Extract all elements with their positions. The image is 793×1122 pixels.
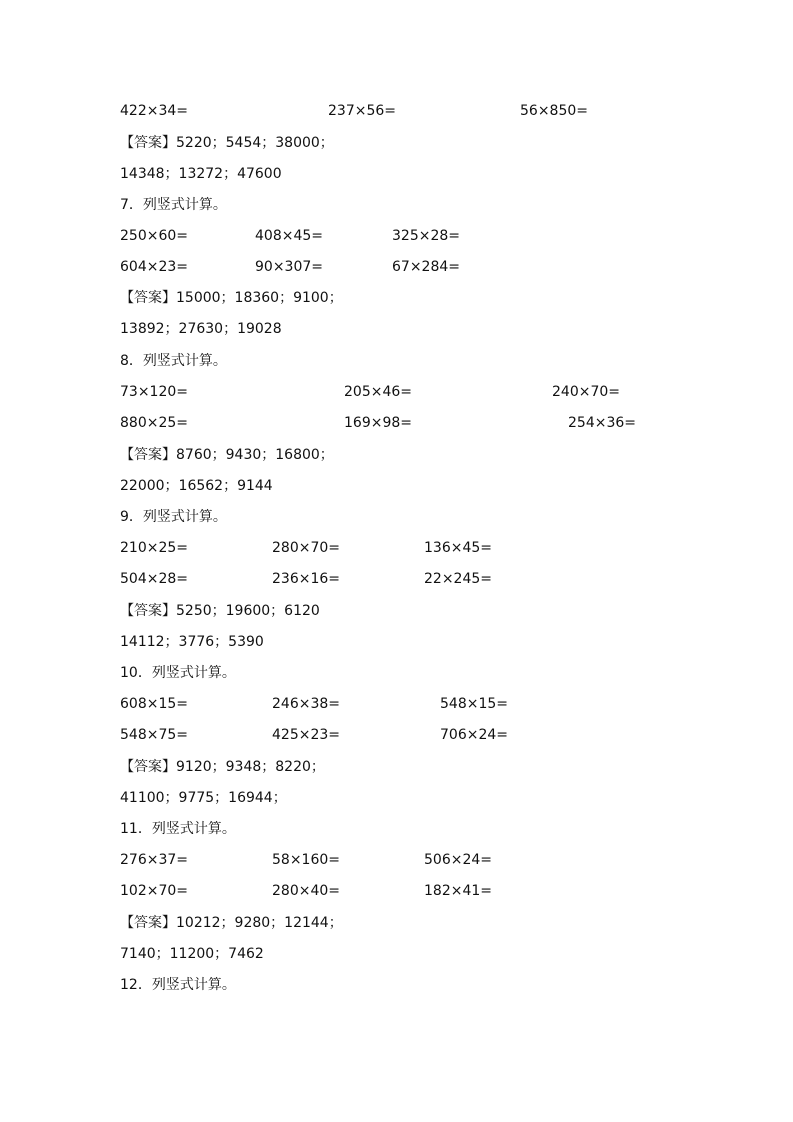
section-8-title: 8．列竖式计算。	[120, 353, 227, 369]
section-8-r2-c1: 880×25=	[120, 415, 188, 431]
answer-11-line-1: 【答案】10212；9280；12144；	[120, 915, 343, 931]
section-11-r2-c1: 102×70=	[120, 883, 188, 899]
answer-6-line-2: 14348；13272；47600	[120, 166, 282, 182]
section-9-r1-c2: 280×70=	[272, 540, 340, 556]
section-9-r1-c3: 136×45=	[424, 540, 492, 556]
section-10-r1-c1: 608×15=	[120, 696, 188, 712]
section-11-r2-c2: 280×40=	[272, 883, 340, 899]
section-9-r2-c1: 504×28=	[120, 571, 188, 587]
section-7-r2-c1: 604×23=	[120, 259, 188, 275]
section-7-r1-c1: 250×60=	[120, 228, 188, 244]
problem-6-r1-c3: 56×850=	[520, 103, 588, 119]
section-7-r2-c3: 67×284=	[392, 259, 460, 275]
section-8-r2-c2: 169×98=	[344, 415, 412, 431]
section-8-r2-c3: 254×36=	[568, 415, 636, 431]
section-11-r1-c1: 276×37=	[120, 852, 188, 868]
answer-10-line-1: 【答案】9120；9348；8220；	[120, 759, 325, 775]
problem-6-r1-c1: 422×34=	[120, 103, 188, 119]
section-8-r1-c1: 73×120=	[120, 384, 188, 400]
answer-7-line-2: 13892；27630；19028	[120, 321, 282, 337]
answer-8-line-2: 22000；16562；9144	[120, 478, 273, 494]
answer-10-line-2: 41100；9775；16944；	[120, 790, 287, 806]
answer-6-line-1: 【答案】5220；5454；38000；	[120, 135, 334, 151]
section-7-title: 7．列竖式计算。	[120, 197, 227, 213]
section-10-r2-c1: 548×75=	[120, 727, 188, 743]
section-10-r1-c2: 246×38=	[272, 696, 340, 712]
section-8-r1-c3: 240×70=	[552, 384, 620, 400]
section-10-r2-c3: 706×24=	[440, 727, 508, 743]
section-7-r2-c2: 90×307=	[255, 259, 323, 275]
section-9-r2-c3: 22×245=	[424, 571, 492, 587]
answer-9-line-2: 14112；3776；5390	[120, 634, 264, 650]
section-9-title: 9．列竖式计算。	[120, 509, 227, 525]
section-11-r2-c3: 182×41=	[424, 883, 492, 899]
section-7-r1-c2: 408×45=	[255, 228, 323, 244]
section-12-title: 12．列竖式计算。	[120, 977, 236, 993]
answer-7-line-1: 【答案】15000；18360；9100；	[120, 290, 343, 306]
answer-8-line-1: 【答案】8760；9430；16800；	[120, 447, 334, 463]
section-8-r1-c2: 205×46=	[344, 384, 412, 400]
section-11-title: 11．列竖式计算。	[120, 821, 236, 837]
section-7-r1-c3: 325×28=	[392, 228, 460, 244]
answer-9-line-1: 【答案】5250；19600；6120	[120, 603, 320, 619]
answer-11-line-2: 7140；11200；7462	[120, 946, 264, 962]
section-10-r2-c2: 425×23=	[272, 727, 340, 743]
section-11-r1-c3: 506×24=	[424, 852, 492, 868]
section-11-r1-c2: 58×160=	[272, 852, 340, 868]
section-9-r2-c2: 236×16=	[272, 571, 340, 587]
section-9-r1-c1: 210×25=	[120, 540, 188, 556]
problem-6-r1-c2: 237×56=	[328, 103, 396, 119]
section-10-title: 10．列竖式计算。	[120, 665, 236, 681]
section-10-r1-c3: 548×15=	[440, 696, 508, 712]
